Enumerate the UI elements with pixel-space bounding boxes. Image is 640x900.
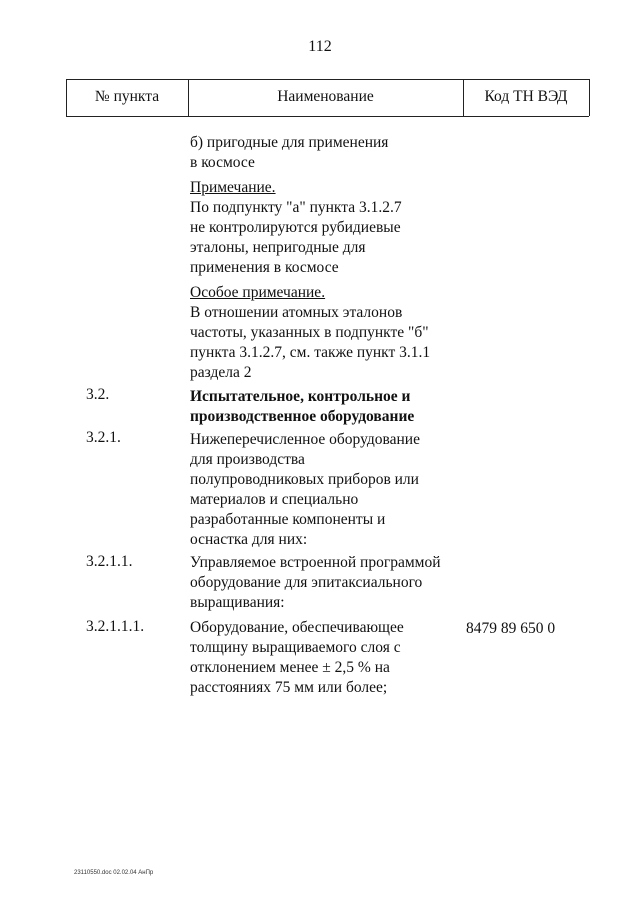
- footer-file-info: 23110550.doc 02.02.04 АнПр: [74, 870, 154, 876]
- note: Примечание. По подпункту "а" пункта 3.1.2.7 не контролируются рубидиевые эталоны, непригодные для применения в космосе: [190, 178, 465, 278]
- header-col-name: Наименование: [277, 88, 374, 105]
- section-3-2-1-1-number: 3.2.1.1.: [86, 553, 133, 570]
- section-3-2-1-1-text: Управляемое встроенной программой оборудование для эпитаксиального выращивания:: [190, 554, 441, 611]
- section-3-2-1-text: Нижеперечисленное оборудование для производства полупроводниковых приборов или материалов и специально разработанные компоненты и оснастка для них:: [190, 431, 420, 548]
- section-3-2-1-1-1-number: 3.2.1.1.1.: [86, 618, 145, 635]
- header-col-code: Код ТН ВЭД: [484, 88, 568, 105]
- section-3-2-1-number: 3.2.1.: [86, 429, 121, 446]
- section-3-2-1-1-1-text: Оборудование, обеспечивающее толщину выращиваемого слоя с отклонением менее ± 2,5 % на расстояниях 75 мм или более;: [190, 619, 404, 696]
- special-note-title: Особое примечание.: [190, 284, 326, 301]
- special-note: Особое примечание. В отношении атомных эталонов частоты, указанных в подпункте "б" пункта 3.1.2.7, см. также пункт 3.1.1 раздела 2: [190, 283, 465, 383]
- header-col-number: № пункта: [94, 88, 160, 105]
- note-title: Примечание.: [190, 179, 276, 196]
- item-b-text: б) пригодные для применения в космосе: [190, 134, 389, 171]
- section-3-2-number: 3.2.: [86, 386, 110, 403]
- header-top-border: [66, 79, 589, 80]
- header-right-border: [589, 79, 590, 116]
- section-3-2-1-1-1-code: 8479 89 650 0: [466, 620, 556, 637]
- section-3-2-title: Испытательное, контрольное и производственное оборудование: [190, 388, 415, 425]
- header-bottom-border: [66, 116, 589, 117]
- page-number: 112: [308, 38, 332, 55]
